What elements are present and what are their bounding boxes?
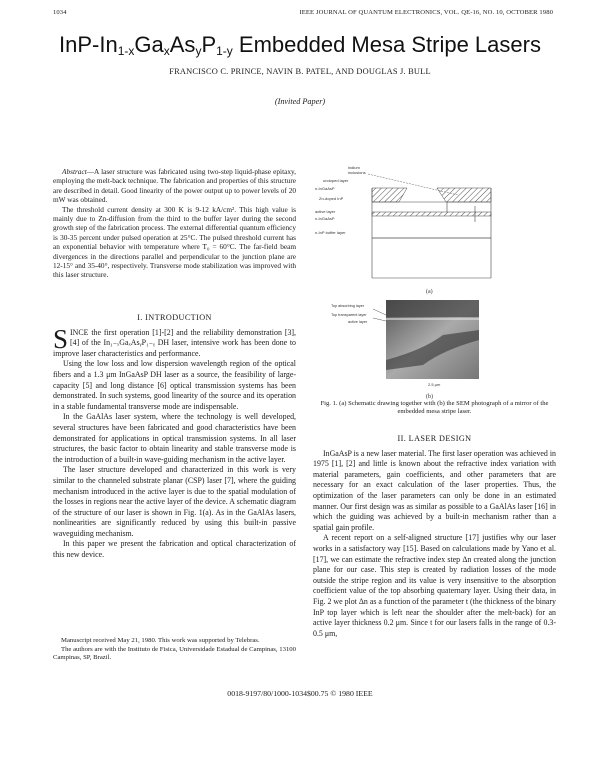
section-heading: II. LASER DESIGN [397, 434, 472, 443]
svg-text:active layer: active layer [348, 320, 368, 324]
paragraph: Using the low loss and low dispersion wavelength region of the optical fibers and a 1.3 μm InGaAsP DH laser as a source, the feasibility of large-capacity [5] and long distance [6] optical transmission systems has been demonstrated. In such systems, good linearity of the source and its operation in a stable fundamental transverse mode are indispensable. [53, 359, 296, 411]
paragraph: InGaAsP is a new laser material. The first laser operation was achieved in 1975 [1], [2] and little is known about the refractive index variation with material parameters, gain coefficients, and other parameters that are necessary for an exact calculation of the laser properties. Thus, the optimization of the laser parameters can only be done in an estimated manner. Our first design was as similar as possible to a GaAlAs laser [16] in which the guiding was achieved by a built-in mechanism rather than a spatial gain profile. [313, 448, 556, 532]
svg-text:active layer: active layer [315, 209, 336, 214]
svg-text:n-InP buffer layer: n-InP buffer layer [315, 230, 346, 235]
svg-text:indium: indium [348, 165, 360, 170]
authors: FRANCISCO C. PRINCE, NAVIN B. PATEL, AND DOUGLAS J. BULL [169, 67, 431, 76]
svg-text:(a): (a) [426, 289, 433, 295]
invited-paper-note: (Invited Paper) [274, 97, 326, 106]
svg-text:Top absorbing layer: Top absorbing layer [331, 304, 365, 308]
footnote: The authors are with the Instituto de Fisica, Universidade Estadual de Campinas, 13100 Campinas, SP, Brazil. [53, 645, 296, 662]
svg-text:undoped layer: undoped layer [323, 178, 349, 183]
svg-text:Top transparent layer: Top transparent layer [331, 313, 367, 317]
paper-title: InP-$In_{1-x}Ga_xAs_yP_{1-y}$ Embedded Mesa Stripe Lasers [59, 32, 541, 58]
paragraph: A recent report on a self-aligned structure [17] justifies why our laser works in a satisfactory way [15]. Based on calculations made by Yano et al. [17], we can estimate the refractive index step Δn created along the junction plane for our case. This step is created by radiation losses of the mode outside the stripe region and its value is very insensitive to the absorption coefficient value of the top absorbing quaternary layer. Using their data, in Fig. 2 we plot Δn as a function of the parameter t (the thickness of the binary InP top layer which is left near the shoulder after the melt-back) for an active layer thickness 0.2 μm. Since t for our lasers falls in the range of 0.3-0.5 μm, [313, 533, 556, 638]
paragraph: In the GaAlAs laser system, where the technology is well developed, several structures have been fabricated and good characteristics have been demonstrated for applications in optical transmission systems. In all laser structures, the basic factor to obtain linearity and stable transverse mode is the introduction of a built-in wave-guiding mechanism in the active layer. [53, 412, 296, 464]
svg-text:2.5 μm: 2.5 μm [428, 382, 441, 387]
svg-text:n-InGaAsP: n-InGaAsP [315, 216, 335, 221]
paragraph: In this paper we present the fabrication and optical characterization of this new device. [53, 539, 296, 560]
laser-schematic-diagram [313, 160, 556, 400]
journal-info: IEEE JOURNAL OF QUANTUM ELECTRONICS, VOL. QE-16, NO. 10, OCTOBER 1980 [299, 9, 553, 16]
abstract: Abstract—A laser structure was fabricated using two-step liquid-phase epitaxy, employing the melt-back technique. The fabrication and properties of this structure are described in detail. Good linearity of the power output up to power levels of 20 mW was obtained. The threshold current density at 300 K is 9-12 kA/cm². This high value is mainly due to Zn-diffusion from the third to the buffer layer during the second growth step of the fabrication process. The external differential quantum efficiency is 30-35 percent under pulsed operation at 25°C. The pulsed threshold current has an exponential behavior with temperature where T₀ = 60°C. The far-field beam divergences in the directions parallel and perpendicular to the junction plane are 12-15° and 35-40°, respectively. Transverse mode stabilization was improved with this laser structure. [53, 167, 296, 280]
section-heading: I. INTRODUCTION [137, 313, 212, 322]
abstract-label: Abstract [62, 167, 87, 176]
footnotes [53, 637, 296, 663]
paragraph: The laser structure developed and characterized in this work is very similar to the channeled substrate planar (CSP) laser [7], where the guiding mechanism introduced in the active layer is due to the spatial modulation of the losses in regions near the active layer of the device. A schematic diagram of the structure of our laser is shown in Fig. 1(a). As in the GaAlAs lasers, nonlinearities are significantly reduced by using this built-in passive waveguiding mechanism. [53, 465, 296, 538]
figure-1 [313, 160, 556, 400]
drop-cap: S [53, 323, 69, 354]
svg-text:inclusions: inclusions [348, 170, 366, 175]
copyright-footer: 0018-9197/80/1000-1034$00.75 © 1980 IEEE [227, 689, 373, 698]
footnote: Manuscript received May 21, 1980. This work was supported by Telebras. [61, 637, 260, 644]
svg-text:(b): (b) [426, 394, 433, 400]
svg-text:n-InGaAsP: n-InGaAsP [315, 186, 335, 191]
abstract-paragraph: The threshold current density at 300 K is 9-12 kA/cm². This high value is mainly due to Zn-diffusion from the third to the buffer layer during the second growth step of the fabrication process. The external differential quantum efficiency is 30-35 percent under pulsed operation at 25°C. The pulsed threshold current has an exponential behavior with temperature where T₀ = 60°C. The far-field beam divergences in the directions parallel and perpendicular to the junction plane are 12-15° and 35-40°, respectively. Transverse mode stabilization was improved with this laser structure. [53, 204, 296, 280]
page-number: 1034 [53, 9, 67, 16]
introduction-section: I. INTRODUCTION SINCE the first operation [1]-[2] and the reliability demonstration [3], [4] of the In₁₋ₓGaₓAsᵧP₁₋ᵧ DH laser, intensive work has been done to improve laser characteristics and performance. Using the low loss and low dispersion wavelength region of the optical fibers and a 1.3 μm InGaAsP DH laser as a source, the feasibility of large-capacity [5] and long distance [6] optical transmission systems has been demonstrated. In such systems, good linearity of the source and its operation in a stable fundamental transverse mode are indispensable. In the GaAlAs laser system, where the technology is well developed, several structures have been fabricated and good characteristics have been demonstrated for applications in optical transmission systems. In all laser structures, the basic factor to obtain linearity and stable transverse mode is the introduction of a built-in wave-guiding mechanism in the active layer. The laser structure developed and characterized in this work is very similar to the channeled substrate planar (CSP) laser [7], where the guiding mechanism introduced in the active layer is due to the spatial modulation of the losses in regions near the active layer of the device. A schematic diagram of the structure of our laser is shown in Fig. 1(a). As in the GaAlAs lasers, nonlinearities are significantly reduced by using this built-in passive waveguiding mechanism. In this paper we present the fabrication and optical characterization of this new device. [53, 313, 296, 560]
svg-text:Zn-doped InP: Zn-doped InP [319, 196, 344, 201]
laser-design-section [313, 434, 556, 639]
figure-caption: Fig. 1. (a) Schematic drawing together with (b) the SEM photograph of a mirror of the embedded mesa stripe laser. [320, 400, 549, 416]
